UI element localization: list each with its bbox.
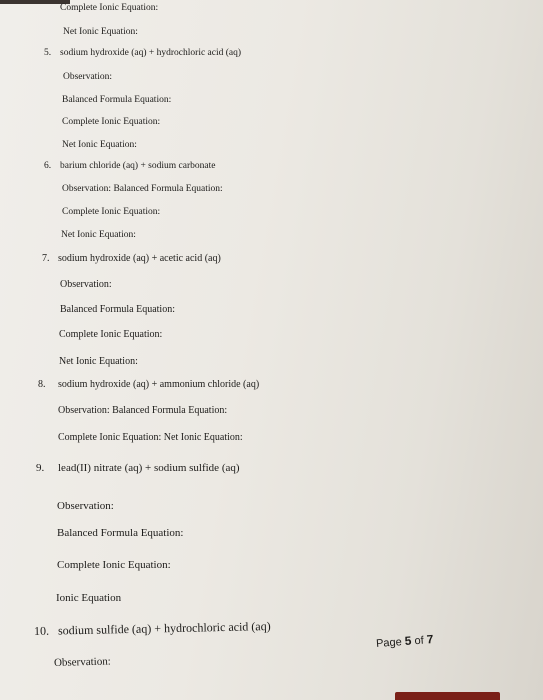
question-reaction: sodium hydroxide (aq) + acetic acid (aq) xyxy=(58,253,221,264)
page-number xyxy=(376,632,434,650)
complete-ionic-equation-label: Complete Ionic Equation: xyxy=(62,117,161,127)
question-number: 10. xyxy=(33,623,50,638)
question-number: 8. xyxy=(38,379,46,390)
balanced-formula-equation-label: Balanced Formula Equation: xyxy=(60,304,175,315)
question-9 xyxy=(36,463,240,474)
question-number: 7. xyxy=(42,253,50,264)
question-reaction: sodium hydroxide (aq) + hydrochloric acid (aq) xyxy=(60,48,242,58)
question-reaction: sodium hydroxide (aq) + ammonium chloride (aq) xyxy=(58,379,260,390)
balanced-formula-equation-label: Balanced Formula Equation: xyxy=(57,527,184,539)
question-number: 6. xyxy=(44,161,52,171)
bottom-edge-object xyxy=(395,692,500,700)
observation-balanced-formula-label: Observation: Balanced Formula Equation: xyxy=(62,184,223,194)
net-ionic-equation-label: Net Ionic Equation: xyxy=(63,27,138,37)
page-prefix: Page xyxy=(375,636,403,650)
observation-balanced-formula-label: Observation: Balanced Formula Equation: xyxy=(58,405,228,416)
complete-net-ionic-equation-label: Complete Ionic Equation: Net Ionic Equation: xyxy=(58,432,243,443)
ionic-equation-label: Ionic Equation xyxy=(56,592,122,604)
net-ionic-equation-label: Net Ionic Equation: xyxy=(61,230,136,240)
page-of: of xyxy=(414,634,425,648)
observation-label: Observation: xyxy=(63,72,113,82)
question-number: 9. xyxy=(36,462,45,474)
observation-label: Observation: xyxy=(60,279,112,290)
complete-ionic-equation-label: Complete Ionic Equation: xyxy=(60,3,159,13)
complete-ionic-equation-label: Complete Ionic Equation: xyxy=(57,559,171,571)
page-total: 7 xyxy=(426,632,434,647)
question-8 xyxy=(38,380,259,390)
question-reaction: sodium sulfide (aq) + hydrochloric acid (aq) xyxy=(57,619,271,638)
net-ionic-equation-label: Net Ionic Equation: xyxy=(62,140,137,150)
question-reaction: barium chloride (aq) + sodium carbonate xyxy=(60,161,216,171)
question-6 xyxy=(44,162,215,172)
complete-ionic-equation-label: Complete Ionic Equation: xyxy=(62,207,161,217)
page-current: 5 xyxy=(404,633,412,648)
question-reaction: lead(II) nitrate (aq) + sodium sulfide (aq) xyxy=(58,462,240,474)
observation-label: Observation: xyxy=(53,655,111,669)
complete-ionic-equation-label: Complete Ionic Equation: xyxy=(59,329,163,340)
net-ionic-equation-label: Net Ionic Equation: xyxy=(59,356,138,367)
balanced-formula-equation-label: Balanced Formula Equation: xyxy=(62,95,172,105)
observation-label: Observation: xyxy=(57,500,114,512)
question-5 xyxy=(44,49,241,59)
question-7 xyxy=(42,254,221,264)
question-number: 5. xyxy=(44,48,52,58)
question-10 xyxy=(34,620,271,637)
